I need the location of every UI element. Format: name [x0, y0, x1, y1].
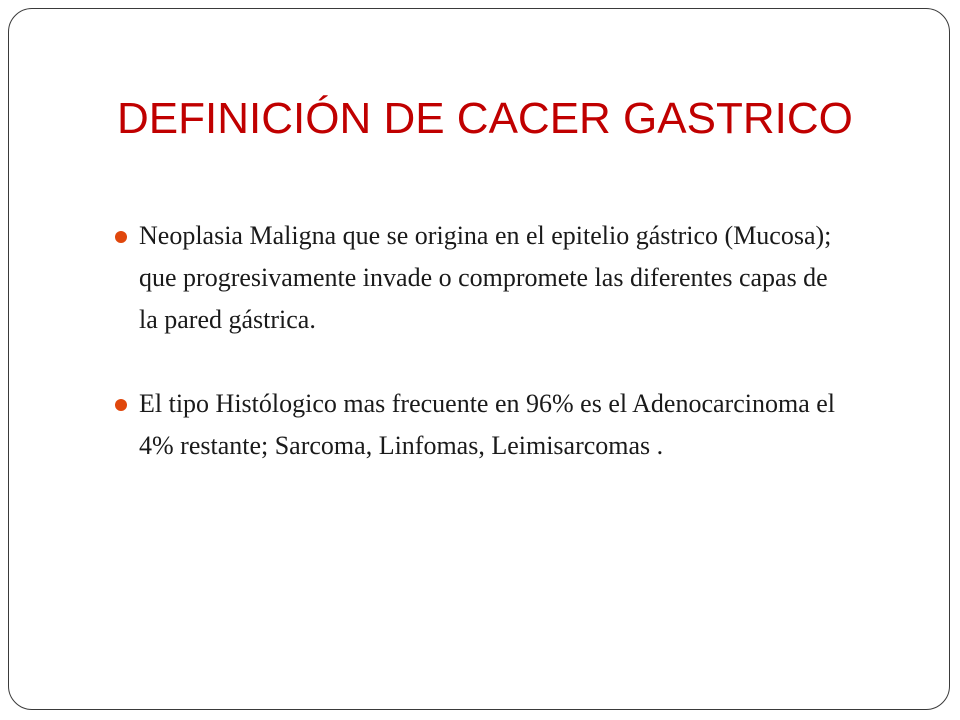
bullet-text-histology: El tipo Histólogico mas frecuente en 96% es el Adenocarcinoma el 4% restante; Sarcoma, Linfomas, Leimisarcomas .: [139, 389, 835, 460]
bullet-item-definition: [115, 215, 835, 341]
slide-frame: [8, 8, 950, 710]
bullet-dot-icon: [115, 399, 127, 411]
slide-title: DEFINICIÓN DE CACER GASTRICO: [117, 94, 853, 143]
bullet-list: [115, 215, 835, 509]
bullet-dot-icon: [115, 231, 127, 243]
bullet-item-histology: [115, 383, 835, 467]
bullet-text-definition: Neoplasia Maligna que se origina en el epitelio gástrico (Mucosa); que progresivamente invade o compromete las diferentes capas de la pared gástrica.: [139, 221, 832, 334]
